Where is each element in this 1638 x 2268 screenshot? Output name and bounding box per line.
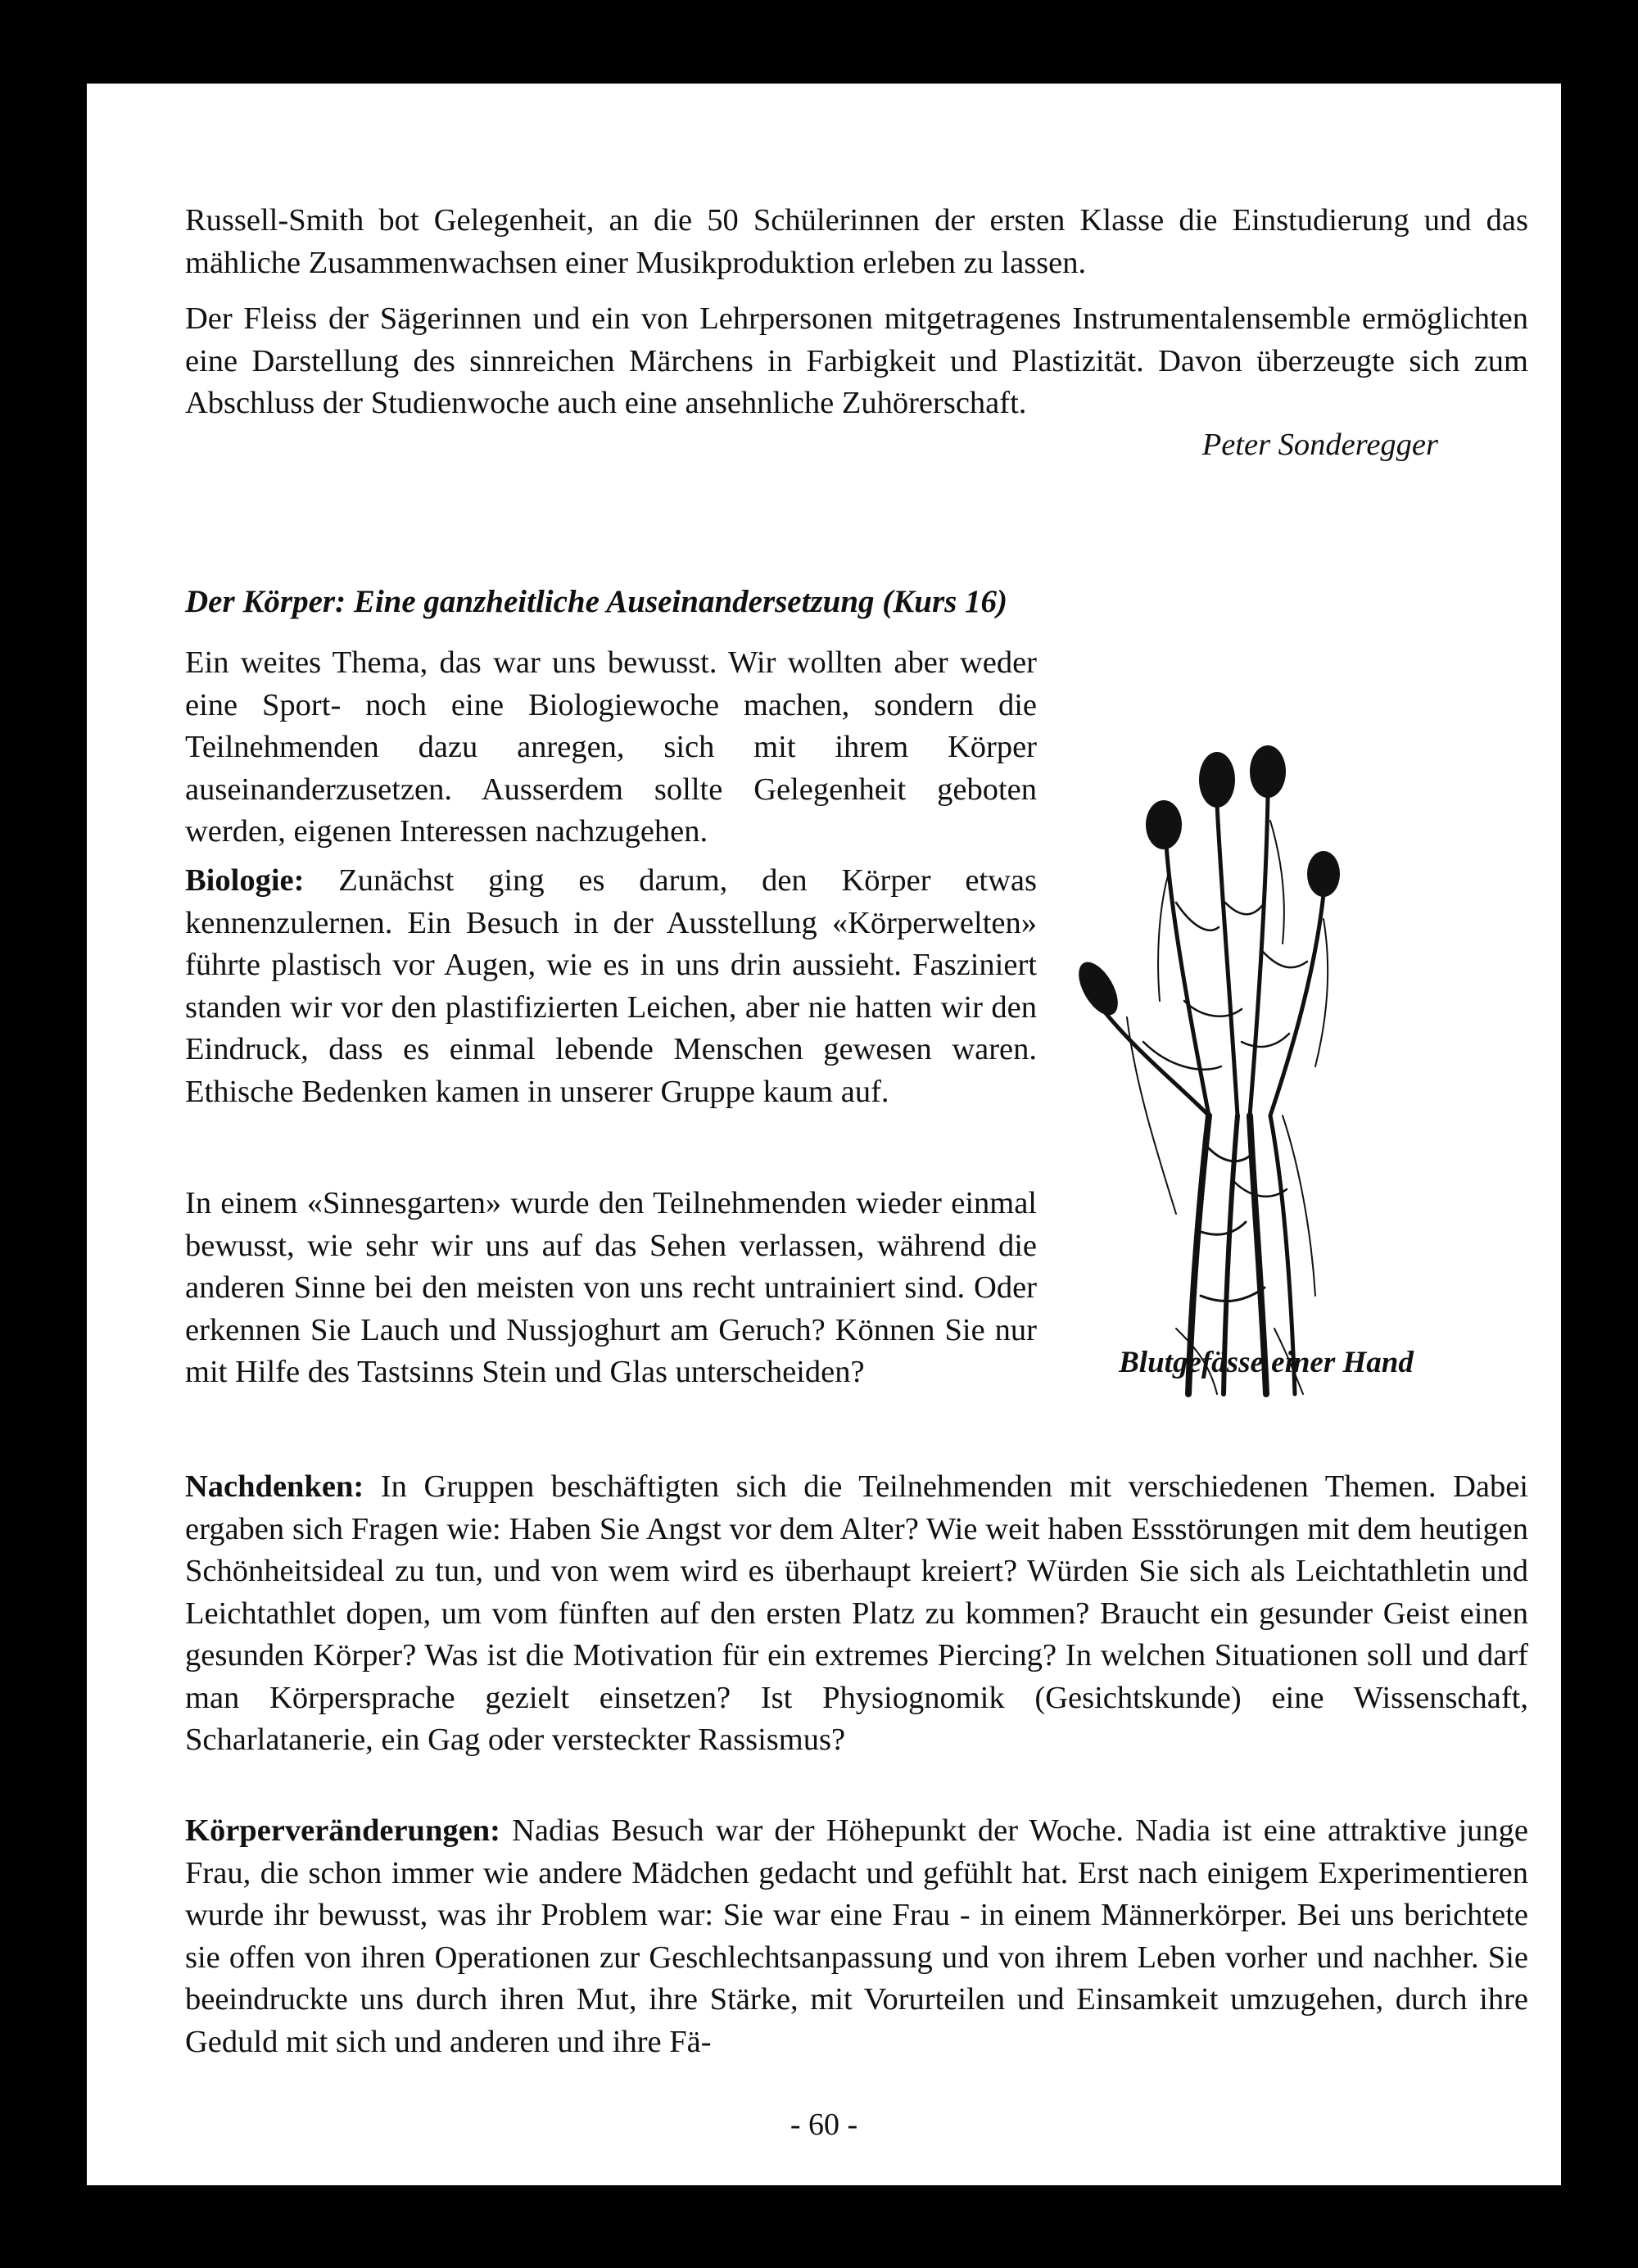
paragraph-nachdenken (185, 1466, 1528, 1762)
hand-blood-vessels-figure (1078, 657, 1471, 1410)
page-number: - 60 - (790, 2107, 858, 2142)
author-signature: Peter Sonderegger (1201, 428, 1438, 462)
paragraph-intro-thema: Ein weites Thema, das war uns bewusst. Wir wollten aber weder eine Sport- noch eine Biologiewoche machen, sondern die Teilnehmenden dazu anregen, sich mit ihrem Körper auseinanderzusetzen. Ausserdem sollte Gelegenheit geboten werden, eigenen Interessen nachzugehen. (185, 645, 1037, 849)
fingertip-index (1307, 851, 1340, 897)
koerperveraenderungen-label: Körperveränderungen: (185, 1813, 500, 1848)
paragraph-biologie (185, 860, 1037, 1113)
paragraph-russell-smith: Russell-Smith bot Gelegenheit, an die 50 Schülerinnen der ersten Klasse die Einstudierung und das mähliche Zusammenwachsen einer Musikproduktion erleben zu lassen. (185, 203, 1528, 280)
fingertip-ring (1199, 752, 1235, 808)
vessel-network (1102, 796, 1328, 1394)
fingertip-middle (1250, 745, 1286, 798)
figure-caption: Blutgefässe einer Hand (1119, 1346, 1414, 1379)
fingertip-thumb (1078, 956, 1126, 1021)
document-page (87, 84, 1561, 2185)
section-heading: Der Körper: Eine ganzheitliche Auseinandersetzung (Kurs 16) (185, 584, 1008, 619)
nachdenken-label: Nachdenken: (185, 1469, 364, 1504)
koerperveraenderungen-text: Nadias Besuch war der Höhepunkt der Woche. Nadia ist eine attraktive junge Frau, die schon immer wie andere Mädchen gedacht und gefühlt hat. Erst nach einigem Experimentieren wurde ihr bewusst, was ihr Problem war: Sie war eine Frau - in einem Männerkörper. Bei uns berichtete sie offen von ihren Operationen zur Geschlechtsanpassung und von ihrem Leben vorher und nachher. Sie beeindruckte uns durch ihren Mut, ihre Stärke, mit Vorurteilen und Einsamkeit umzugehen, durch ihre Geduld mit sich und anderen und ihre Fä- (185, 1813, 1528, 2059)
paragraph-fleiss: Der Fleiss der Sägerinnen und ein von Lehrpersonen mitgetragenes Instrumentalensemble ermöglichten eine Darstellung des sinnreichen Märchens in Farbigkeit und Plastizität. Davon überzeugte sich zum Abschluss der Studienwoche auch eine ansehnliche Zuhörerschaft. (185, 301, 1528, 420)
biologie-text: Zunächst ging es darum, den Körper etwas kennenzulernen. Ein Besuch in der Ausstellung «Körperwelten» führte plastisch vor Augen, wie es in uns drin aussieht. Fasziniert standen wir vor den plastifizierten Leichen, aber nie hatten wir den Eindruck, dass es einmal lebende Menschen gewesen waren. Ethische Bedenken kamen in unserer Gruppe kaum auf. (185, 863, 1037, 1109)
paragraph-sinnesgarten: In einem «Sinnesgarten» wurde den Teilnehmenden wieder einmal bewusst, wie sehr wir uns auf das Sehen verlassen, während die anderen Sinne bei den meisten von uns recht untrainiert sind. Oder erkennen Sie Lauch und Nussjoghurt am Geruch? Können Sie nur mit Hilfe des Tastsinns Stein und Glas unterscheiden? (185, 1186, 1037, 1389)
biologie-label: Biologie: (185, 863, 305, 898)
fingertip-little (1146, 800, 1182, 849)
nachdenken-text: In Gruppen beschäftigten sich die Teilnehmenden mit verschiedenen Themen. Dabei ergaben sich Fragen wie: Haben Sie Angst vor dem Alter? Wie weit haben Essstörungen mit dem heutigen Schönheitsideal zu tun, und von wem wird es überhaupt kreiert? Würden Sie sich als Leichtathletin und Leichtathlet dopen, um vom fünften auf den ersten Platz zu kommen? Braucht ein gesunder Geist einen gesunden Körper? Was ist die Motivation für ein extremes Piercing? In welchen Situationen soll und darf man Körpersprache gezielt einsetzen? Ist Physiognomik (Gesichtskunde) eine Wissenschaft, Scharlatanerie, ein Gag oder versteckter Rassismus? (185, 1469, 1528, 1757)
paragraph-koerperveraenderungen (185, 1810, 1528, 2063)
